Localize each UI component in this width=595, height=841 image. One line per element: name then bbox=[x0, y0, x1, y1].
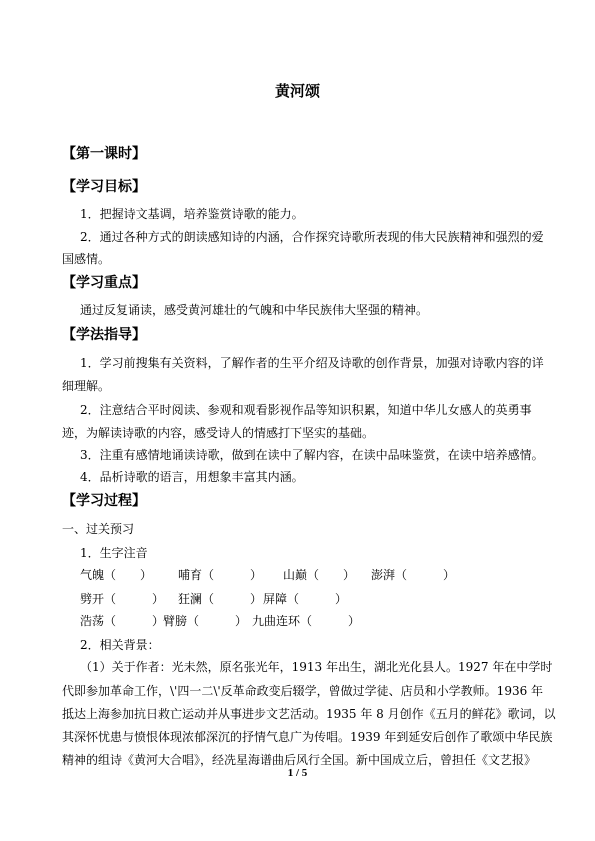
author-line-4: 其深怀忧患与愤恨体现浓郁深沉的抒情气息广为传唱。1939 年到延安后创作了歌颂中华民族 bbox=[62, 730, 553, 744]
background-label: 2．相关背景： bbox=[80, 638, 160, 652]
page-number: 1 / 5 bbox=[287, 767, 308, 779]
document-title: 黄河颂 bbox=[274, 82, 320, 100]
methods-header: 【学法指导】 bbox=[62, 327, 146, 343]
author-line-3: 抵达上海参加抗日救亡运动并从事进步文艺活动。1935 年 8 月创作《五月的鲜花》歌词，以 bbox=[62, 707, 556, 721]
pinyin-label: 1．生字注音 bbox=[80, 546, 148, 560]
objective-item-2: 2．通过各种方式的朗读感知诗的内涵，合作探究诗歌所表现的伟大民族精神和强烈的爱 bbox=[80, 230, 544, 244]
method-line-2-cont: 迹，为解读诗歌的内容，感受诗人的情感打下坚实的基础。 bbox=[62, 426, 375, 440]
lesson-header: 【第一课时】 bbox=[62, 146, 146, 162]
pinyin-word: 臂膀（ ） bbox=[163, 614, 248, 628]
author-line-2: 代即参加革命工作，\'四一二\'反革命政变后辍学，曾做过学徒、店员和小学教师。1936 年 bbox=[62, 684, 544, 698]
pinyin-word: 哺育（ ） bbox=[178, 568, 263, 582]
process-header: 【学习过程】 bbox=[62, 493, 146, 509]
pinyin-word: 劈开（ ） bbox=[80, 592, 165, 606]
method-line-1: 1．学习前搜集有关资料，了解作者的生平介绍及诗歌的创作背景，加强对诗歌内容的详 bbox=[80, 356, 544, 370]
pinyin-word: 屏障（ ） bbox=[263, 592, 348, 606]
pinyin-word: 气魄（ ） bbox=[80, 568, 153, 582]
objective-item-2-cont: 国感情。 bbox=[62, 252, 111, 266]
pinyin-word: 澎湃（ ） bbox=[371, 568, 456, 582]
method-line-3: 3．注重有感情地诵读诗歌，做到在读中了解内容，在读中品味鉴赏，在读中培养感情。 bbox=[80, 448, 544, 462]
objectives-header: 【学习目标】 bbox=[62, 179, 146, 195]
pinyin-word: 九曲连环（ ） bbox=[252, 614, 361, 628]
method-line-2: 2．注意结合平时阅读、参观和观看影视作品等知识积累，知道中华儿女感人的英勇事 bbox=[80, 403, 532, 417]
author-line-5: 精神的组诗《黄河大合唱》，经冼星海谱曲后风行全国。新中国成立后，曾担任《文艺报》 bbox=[62, 753, 537, 767]
focus-text: 通过反复诵读，感受黄河雄壮的气魄和中华民族伟大坚强的精神。 bbox=[80, 303, 429, 317]
pinyin-word: 浩荡（ ） bbox=[80, 614, 165, 628]
objective-item-1: 1．把握诗文基调，培养鉴赏诗歌的能力。 bbox=[80, 207, 304, 221]
author-line-1: （1）关于作者：光未然，原名张光年，1913 年出生，湖北光化县人。1927 年在中学时 bbox=[80, 660, 553, 674]
pinyin-word: 山巅（ ） bbox=[283, 568, 356, 582]
focus-header: 【学习重点】 bbox=[62, 275, 146, 291]
method-line-1-cont: 细理解。 bbox=[62, 379, 111, 393]
method-line-4: 4．品析诗歌的语言，用想象丰富其内涵。 bbox=[80, 470, 304, 484]
preview-title: 一、过关预习 bbox=[62, 522, 135, 536]
pinyin-word: 狂澜（ ） bbox=[178, 592, 263, 606]
